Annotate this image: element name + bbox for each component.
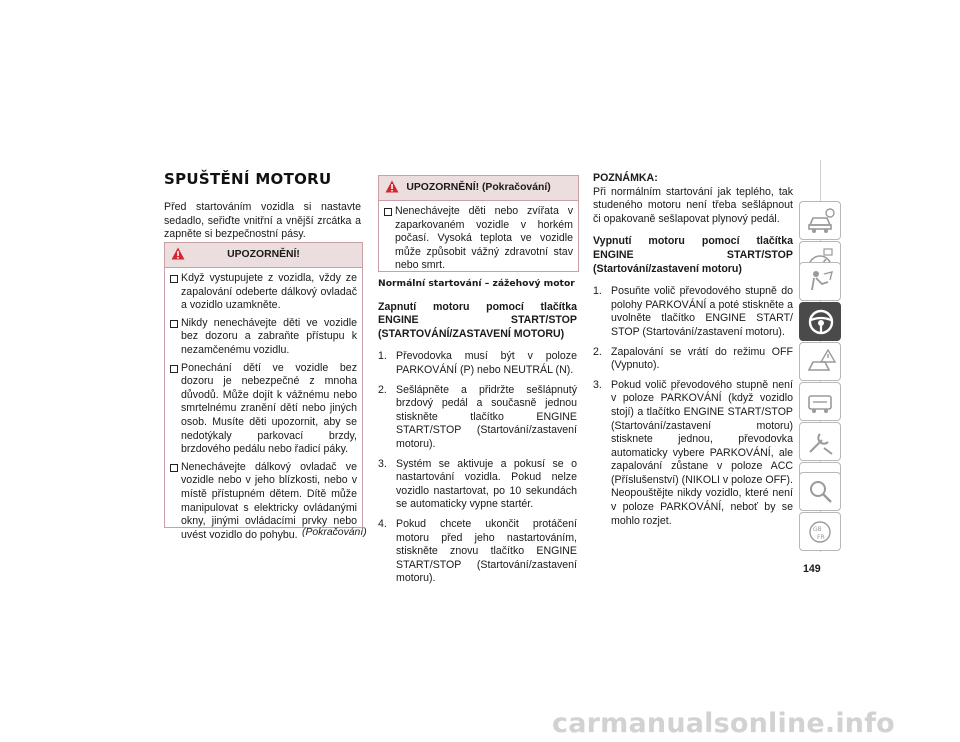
warning-item: Nenechávejte dálkový ovladač ve vozidle nebo v jeho blízkosti, nebo v místě přístupném dětem. Dítě může manipulovat s elektricky ovládanými okny, jinými ovládacími prvky nebo uvést vozidlo do pohybu.	[169, 461, 357, 543]
car-info-icon	[806, 207, 836, 235]
start-step: 1. Převodovka musí být v poloze PARKOVÁNÍ (P) nebo NEUTRÁL (N).	[378, 350, 577, 376]
stop-step: 1. Posuňte volič převodového stupně do polohy PARKOVÁNÍ a poté stiskněte a uvolněte tlačítko ENGINE START/ STOP (Startování/zastavení motoru).	[593, 285, 793, 338]
warning-header	[165, 243, 362, 268]
warning-header	[379, 176, 578, 201]
start-subheading: Zapnutí motoru pomocí tlačítka ENGINE START/STOP (STARTOVÁNÍ/ZASTAVENÍ MOTORU)	[378, 300, 577, 340]
stop-heading: Vypnutí motoru pomocí tlačítka ENGINE START/STOP (Startování/zastavení motoru)	[593, 235, 793, 275]
car-service-icon	[806, 388, 836, 416]
normal-start-section	[378, 277, 577, 592]
start-step: 4. Pokud chcete ukončit protáčení motoru před jeho nastartováním, stiskněte znovu tlačítko ENGINE START/STOP (Startování/zastavení motoru).	[378, 517, 577, 585]
warning-item: Když vystupujete z vozidla, vždy ze zapalování odeberte dálkový ovladač a vozidlo uzamkněte.	[169, 272, 357, 313]
warning-triangle-icon	[385, 180, 399, 193]
stop-step: 3. Pokud volič převodového stupně není v poloze PARKOVÁNÍ (když vozidlo stojí) a tlačítko ENGINE START/STOP (Startování/zastavení motoru) stisknete jednou, převodovka automaticky vybere PARKOVÁNÍ, ale zapalování zůstane v poloze ACC (Příslušenství) (NIKOLI v poloze OFF). Neopouštějte nikdy vozidlo, které není v poloze PARKOVÁNÍ, neboť by se mohlo rozjet.	[593, 378, 793, 527]
sidebar-tab-service[interactable]	[799, 382, 841, 421]
warning-title: UPOZORNĚNÍ! (Pokračování)	[406, 182, 551, 193]
sidebar-tab-specs[interactable]	[799, 422, 841, 461]
page-number: 149	[803, 563, 821, 575]
warning-car-icon	[806, 348, 836, 376]
warning-item: Ponechání dětí ve vozidle bez dozoru je nebezpečné z mnoha důvodů. Může dojít k vážnému nebo smrtelnému zranění dětí nebo jiných osob. Musíte děti upozornit, aby se nedotýkaly parkovací brzdy, brzdového pedálu nebo řadicí páky.	[169, 362, 357, 457]
warning-triangle-icon	[171, 247, 185, 260]
sidebar-tab-car-info[interactable]	[799, 201, 841, 240]
warning-list-1	[165, 268, 362, 542]
warning-title: UPOZORNĚNÍ!	[227, 249, 300, 260]
svg-text:FR: FR	[817, 534, 825, 541]
normal-start-heading: Normální startování – zážehový motor	[378, 278, 575, 289]
section-title: SPUŠTĚNÍ MOTORU	[164, 170, 332, 188]
right-column	[593, 172, 793, 534]
sidebar-tab-emergency[interactable]	[799, 342, 841, 381]
sidebar-tab-starting-driving[interactable]	[799, 302, 841, 341]
start-step: 2. Sešlápněte a přidržte sešlápnutý brzdový pedál a současně jednou stiskněte tlačítko ENGINE START/STOP (Startování/zastavení motoru).	[378, 383, 577, 450]
continued-label: (Pokračování)	[302, 527, 367, 538]
warning-item: Nenechávejte děti nebo zvířata v zaparkovaném vozidle v horkém počasí. Vysoká teplota ve vozidle může způsobit vážný zdravotní stav nebo smrt.	[383, 205, 573, 273]
sidebar-tab-index[interactable]	[799, 472, 841, 511]
sidebar-tab-languages[interactable]	[799, 512, 841, 551]
note-text: Při normálním startování jak teplého, tak studeného motoru není třeba sešlápnout či opakovaně sešlapovat plynový pedál.	[593, 185, 793, 225]
sidebar-tab-safety[interactable]	[799, 262, 841, 301]
watermark: carmanualsonline.info	[552, 708, 895, 739]
language-icon	[806, 518, 836, 546]
svg-text:GB: GB	[813, 526, 822, 533]
warning-box-2	[378, 175, 579, 272]
safety-airbag-icon	[806, 268, 836, 296]
stop-step: 2. Zapalování se vrátí do režimu OFF (Vypnuto).	[593, 345, 793, 372]
start-step: 3. Systém se aktivuje a pokusí se o nastartování vozidla. Pokud nelze vozidlo nastartovat, po 10 sekundách se automaticky vypne startér.	[378, 457, 577, 511]
search-index-icon	[806, 478, 836, 506]
warning-list-2	[379, 201, 578, 273]
wrench-tools-icon	[806, 428, 836, 456]
note-label: POZNÁMKA:	[593, 172, 658, 184]
steering-wheel-icon	[806, 308, 836, 336]
intro-text: Před startováním vozidla si nastavte sedadlo, seřiďte vnitřní a vnější zrcátka a zapněte si bezpečnostní pásy.	[164, 201, 361, 241]
warning-item: Nikdy nenechávejte děti ve vozidle bez dozoru a zabraňte přístupu k nezamčenému vozidlu.	[169, 317, 357, 358]
